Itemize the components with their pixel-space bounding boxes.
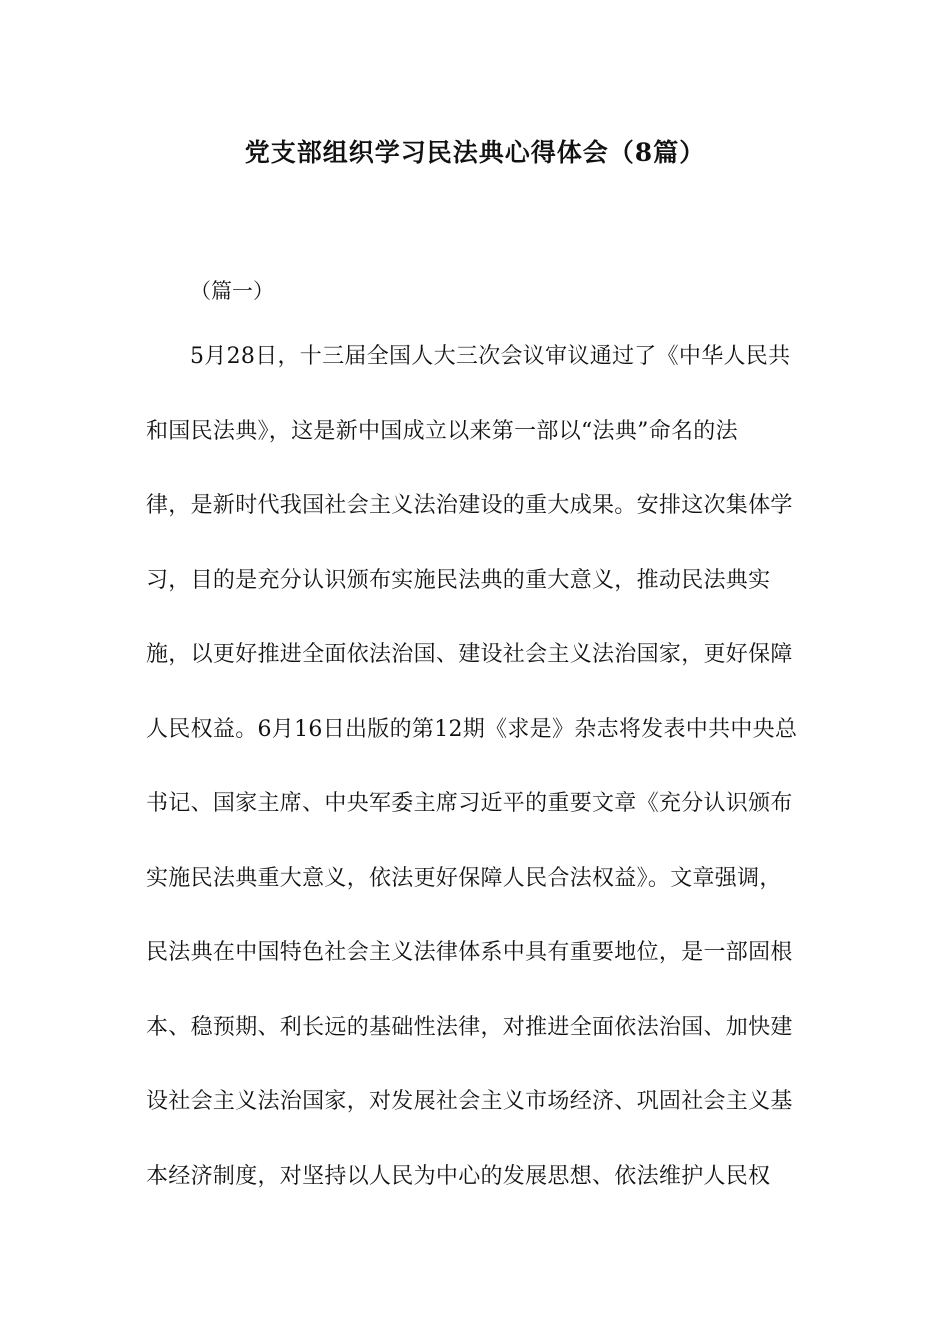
section-heading: （篇一） bbox=[190, 279, 274, 303]
text-line: 习，目的是充分认识颁布实施民法典的重大意义，推动民法典实 bbox=[146, 567, 771, 593]
text-line: 律，是新时代我国社会主义法治建设的重大成果。安排这次集体学 bbox=[146, 493, 793, 518]
text-line: 民法典在中国特色社会主义法律体系中具有重要地位，是一部固根 bbox=[146, 940, 793, 965]
text-line: 和国民法典》，这是新中国成立以来第一部以“法典”命名的法 bbox=[146, 418, 738, 444]
text-line: 实施民法典重大意义，依法更好保障人民合法权益》。文章强调， bbox=[146, 865, 782, 891]
document-title: 党支部组织学习民法典心得体会（8篇） bbox=[244, 138, 706, 167]
text-line: 人民权益。6月16日出版的第12期《求是》杂志将发表中共中央总 bbox=[146, 716, 798, 742]
text-line: 本经济制度，对坚持以人民为中心的发展思想、依法维护人民权 bbox=[146, 1163, 771, 1189]
text-line: 设社会主义法治国家，对发展社会主义市场经济、巩固社会主义基 bbox=[146, 1089, 793, 1114]
text-line: 本、稳预期、利长远的基础性法律，对推进全面依法治国、加快建 bbox=[146, 1014, 793, 1040]
body-text bbox=[146, 333, 846, 1227]
text-line: 5月28日，十三届全国人大三次会议审议通过了《中华人民共 bbox=[190, 344, 791, 369]
text-line: 书记、国家主席、中央军委主席习近平的重要文章《充分认识颁布 bbox=[146, 791, 793, 816]
text-line: 施，以更好推进全面依法治国、建设社会主义法治国家，更好保障 bbox=[146, 642, 793, 667]
